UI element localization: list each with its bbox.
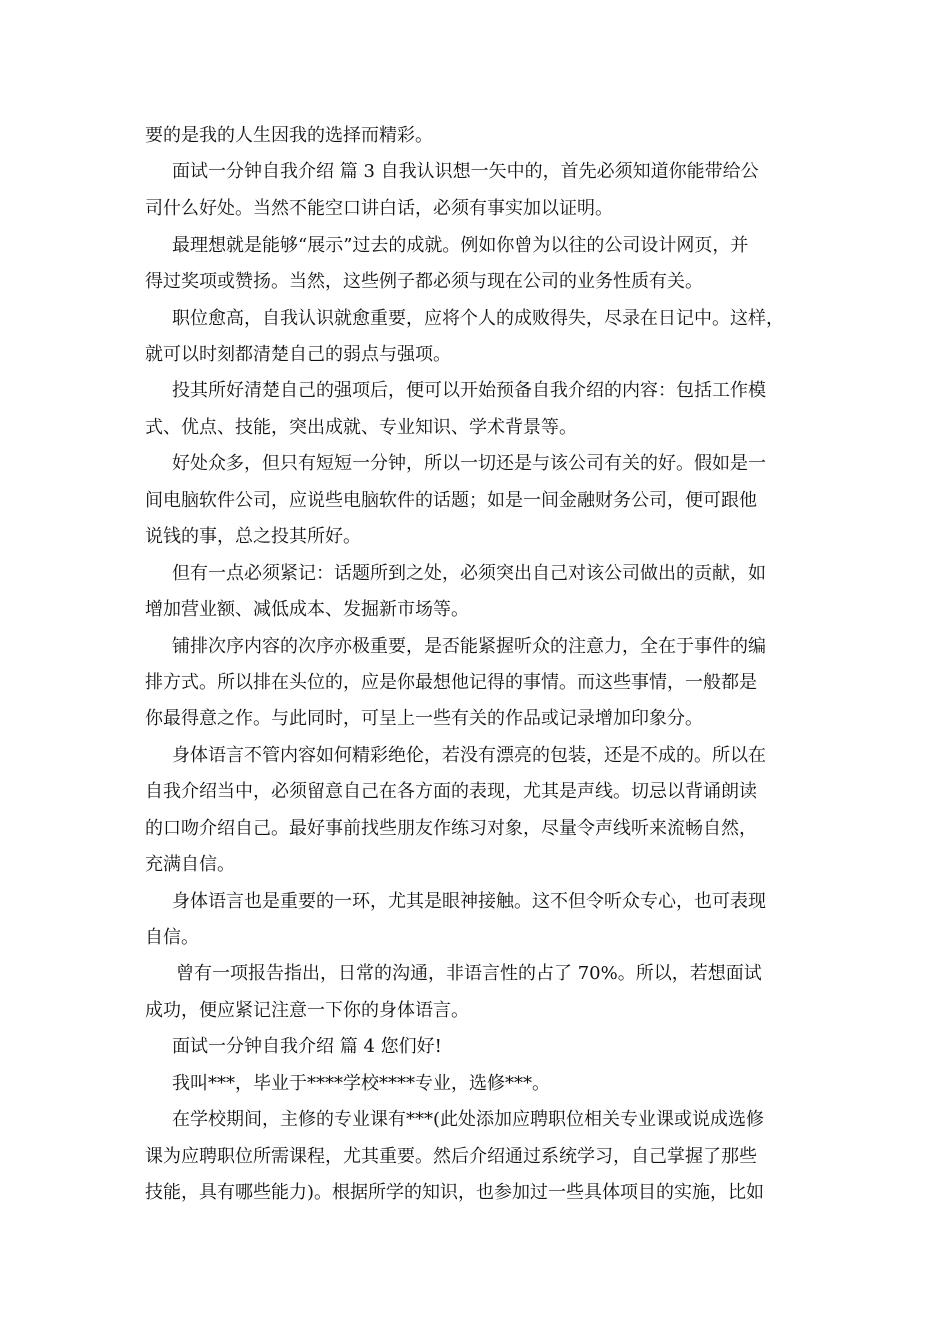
text-line: 排方式。所以排在头位的，应是你最想他记得的事情。而这些事情，一般都是 xyxy=(145,672,757,693)
text-line: 自信。 xyxy=(145,927,199,948)
text-line: 就可以时刻都清楚自己的弱点与强项。 xyxy=(145,344,451,365)
text-line: 面试一分钟自我介绍 篇 3 自我认识想一矢中的，首先必须知道你能带给公 xyxy=(172,161,759,182)
text-line: 课为应聘职位所需课程，尤其重要。然后介绍通过系统学习，自己掌握了那些 xyxy=(145,1146,757,1167)
text-line: 充满自信。 xyxy=(145,854,235,875)
text-line: 曾有一项报告指出，日常的沟通，非语言性的占了 70%。所以，若想面试 xyxy=(176,963,762,984)
text-line: 铺排次序内容的次序亦极重要，是否能紧握听众的注意力，全在于事件的编 xyxy=(172,636,766,657)
text-line: 你最得意之作。与此同时，可呈上一些有关的作品或记录增加印象分。 xyxy=(145,708,703,729)
text-line: 成功，便应紧记注意一下你的身体语言。 xyxy=(145,1000,469,1021)
text-line: 在学校期间，主修的专业课有***(此处添加应聘职位相关专业课或说成选修 xyxy=(172,1109,765,1130)
text-line: 面试一分钟自我介绍 篇 4 您们好! xyxy=(172,1036,442,1057)
text-line: 投其所好清楚自己的强项后，便可以开始预备自我介绍的内容：包括工作模 xyxy=(172,380,766,401)
text-line: 司什么好处。当然不能空口讲白话，必须有事实加以证明。 xyxy=(145,198,613,219)
text-line: 最理想就是能够“展示”过去的成就。例如你曾为以往的公司设计网页，并 xyxy=(172,235,749,256)
text-line: 我叫***，毕业于****学校****专业，选修***。 xyxy=(172,1073,550,1094)
text-line: 间电脑软件公司，应说些电脑软件的话题；如是一间金融财务公司，便可跟他 xyxy=(145,490,757,511)
text-line: 的口吻介绍自己。最好事前找些朋友作练习对象，尽量令声线听来流畅自然， xyxy=(145,818,757,839)
text-line: 自我介绍当中，必须留意自己在各方面的表现，尤其是声线。切忌以背诵朗读 xyxy=(145,781,757,802)
text-line: 技能，具有哪些能力)。根据所学的知识，也参加过一些具体项目的实施，比如 xyxy=(145,1182,765,1203)
text-line: 身体语言不管内容如何精彩绝伦，若没有漂亮的包装，还是不成的。所以在 xyxy=(172,745,766,766)
text-line: 但有一点必须紧记：话题所到之处，必须突出自己对该公司做出的贡献，如 xyxy=(172,563,766,584)
text-line: 要的是我的人生因我的选择而精彩。 xyxy=(145,125,433,146)
text-line: 式、优点、技能，突出成就、专业知识、学术背景等。 xyxy=(145,417,577,438)
text-line: 好处众多，但只有短短一分钟，所以一切还是与该公司有关的好。假如是一 xyxy=(172,453,766,474)
text-line: 职位愈高，自我认识就愈重要，应将个人的成败得失，尽录在日记中。这样， xyxy=(172,308,784,329)
text-line: 身体语言也是重要的一环，尤其是眼神接触。这不但令听众专心，也可表现 xyxy=(172,891,766,912)
text-line: 说钱的事，总之投其所好。 xyxy=(145,526,361,547)
text-line: 增加营业额、减低成本、发掘新市场等。 xyxy=(145,599,469,620)
text-line: 得过奖项或赞扬。当然，这些例子都必须与现在公司的业务性质有关。 xyxy=(145,271,703,292)
